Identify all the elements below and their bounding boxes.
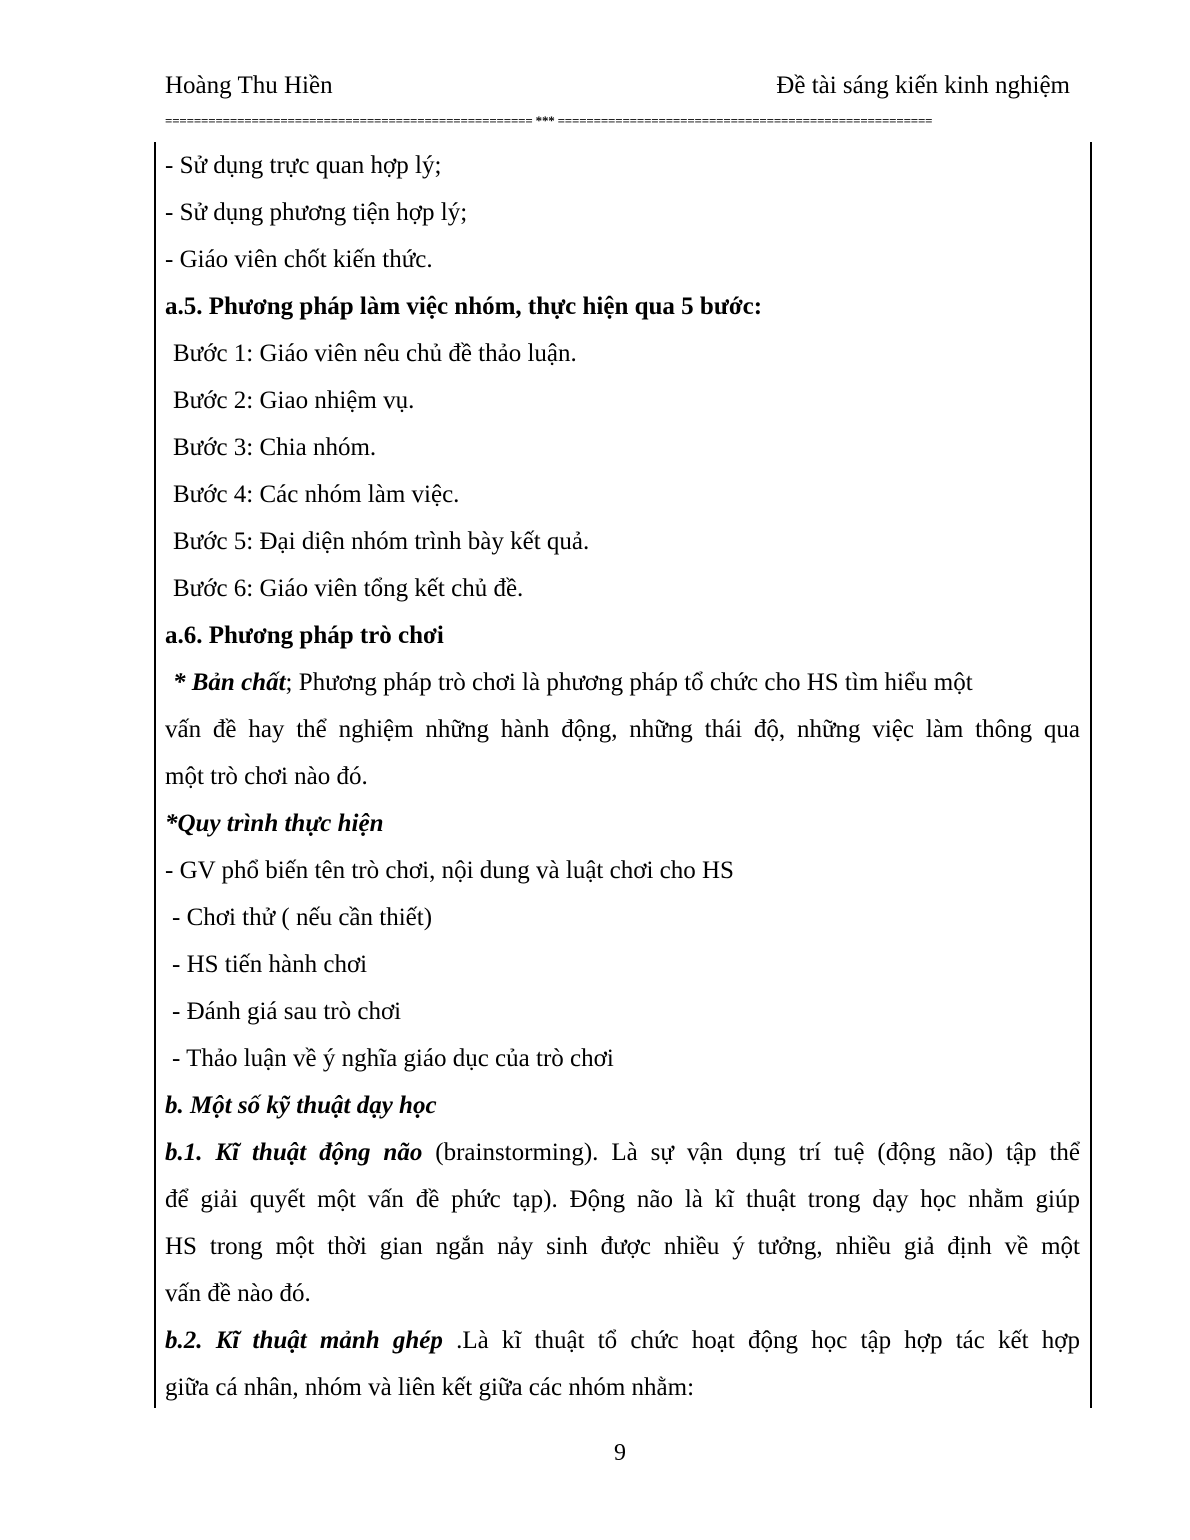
text-line (165, 659, 1080, 706)
text-line: - Đánh giá sau trò chơi (172, 998, 402, 1025)
page-content (165, 142, 1080, 1411)
text-line: Bước 3: Chia nhóm. (173, 434, 377, 461)
text-line: Bước 6: Giáo viên tổng kết chủ đề. (173, 575, 524, 602)
text-line: HS trong một thời gian ngắn nảy sinh được nhiều ý tưởng, nhiều giả định về một (165, 1233, 1080, 1260)
text-line: Bước 4: Các nhóm làm việc. (173, 481, 460, 508)
heading-a6: a.6. Phương pháp trò chơi (165, 622, 444, 649)
header-title: Đề tài sáng kiến kinh nghiệm (776, 72, 1070, 99)
text-line (165, 1317, 1080, 1364)
heading-a5: a.5. Phương pháp làm việc nhóm, thực hiện qua 5 bước: (165, 293, 763, 320)
label-b2: b.2. Kĩ thuật mảnh ghép (165, 1327, 443, 1354)
label-ban-chat: * Bản chất (173, 669, 286, 696)
text-line: Bước 1: Giáo viên nêu chủ đề thảo luận. (173, 340, 577, 367)
section-heading (165, 283, 1080, 330)
text-line (165, 1129, 1080, 1176)
text-line: Bước 5: Đại diện nhóm trình bày kết quả. (173, 528, 590, 555)
text-line: để giải quyết một vấn đề phức tạp). Động não là kĩ thuật trong dạy học nhằm giúp (165, 1186, 1080, 1213)
text-line: - Giáo viên chốt kiến thức. (165, 246, 433, 273)
text-span: (brainstorming). Là sự vận dụng trí tuệ (động não) tập thể (422, 1139, 1080, 1166)
header-divider: =================================================== *** ==================================================== (165, 113, 933, 128)
heading-b: b. Một số kỹ thuật dạy học (165, 1092, 437, 1119)
subheading (165, 800, 1080, 847)
section-heading (165, 612, 1080, 659)
text-line: Bước 2: Giao nhiệm vụ. (173, 387, 415, 414)
page-number: 9 (614, 1440, 626, 1466)
text-span: ; Phương pháp trò chơi là phương pháp tổ chức cho HS tìm hiểu một (285, 669, 973, 696)
text-line: giữa cá nhân, nhóm và liên kết giữa các nhóm nhằm: (165, 1374, 695, 1401)
text-line: - Chơi thử ( nếu cần thiết) (172, 904, 433, 931)
section-heading (165, 1082, 1080, 1129)
page-border-left (154, 142, 156, 1408)
label-quy-trinh: *Quy trình thực hiện (165, 810, 384, 837)
text-line: một trò chơi nào đó. (165, 763, 368, 790)
text-line: - Sử dụng phương tiện hợp lý; (165, 199, 468, 226)
label-b1: b.1. Kĩ thuật động não (165, 1139, 423, 1166)
text-line: - HS tiến hành chơi (172, 951, 368, 978)
text-line: - Sử dụng trực quan hợp lý; (165, 152, 442, 179)
page-border-right (1090, 142, 1092, 1408)
text-line: - Thảo luận về ý nghĩa giáo dục của trò chơi (172, 1045, 614, 1072)
text-span: .Là kĩ thuật tổ chức hoạt động học tập hợp tác kết hợp (442, 1327, 1080, 1354)
text-line: - GV phổ biến tên trò chơi, nội dung và luật chơi cho HS (165, 857, 734, 884)
text-line: vấn đề nào đó. (165, 1280, 311, 1307)
text-line: vấn đề hay thể nghiệm những hành động, những thái độ, những việc làm thông qua (165, 716, 1080, 743)
header-author: Hoàng Thu Hiền (165, 72, 333, 99)
